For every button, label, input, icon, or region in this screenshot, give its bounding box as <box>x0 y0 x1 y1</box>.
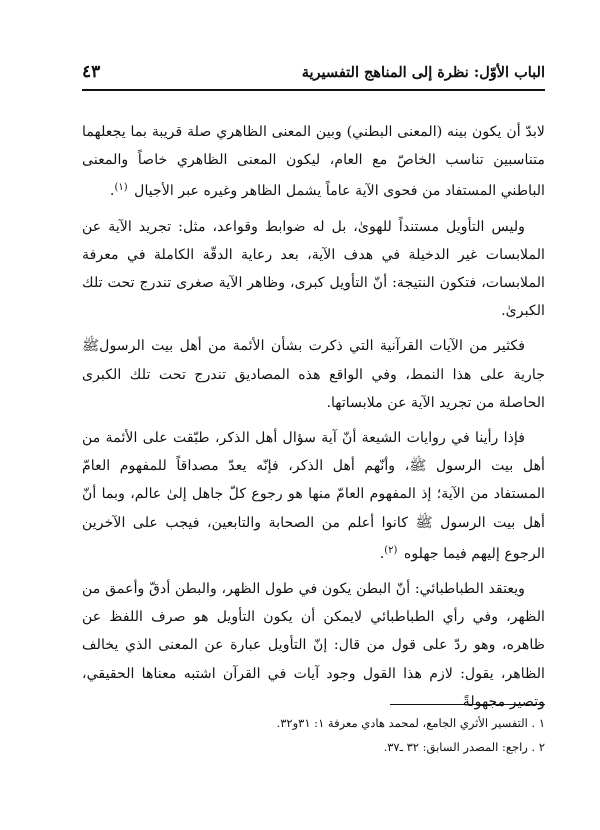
footnote-separator <box>390 704 545 705</box>
paragraph: فإذا رأينا في روايات الشيعة أنّ آية سؤال أهل الذكر، طبّقت على الأئمة من أهل بيت الرسول ﷺ، وأنّهم أهل الذكر، فإنّه يعدّ مصداقاً للمفهوم العامّ المستفاد من الآية؛ إذ المفهوم العامّ منها هو رجوع كلّ جاهل إلىٰ عالم، وبما أنّ أهل بيت الرسول ﷺ كانوا أعلم من الصحابة والتابعين، فيجب على الآخرين الرجوع إليهم فيما جهلوه $^{(٢)}$. <box>82 430 545 562</box>
footnotes <box>82 711 545 759</box>
paragraph-text: فكثير من الآيات القرآنية التي ذكرت بشأن الأئمة من أهل بيت الرسولﷺ جارية على هذا النمط، وفي الواقع هذه المصاديق تندرج تحت تلك الكبرى الحاصلة من تجريد الآية عن ملابساتها. <box>82 338 545 411</box>
paragraph <box>82 332 545 417</box>
footnote-ref: (١) <box>114 182 128 194</box>
footnote-ref: (٢) <box>384 544 398 556</box>
footnote-marker: ٢ . <box>531 740 545 754</box>
paragraph-text: لابدّ أن يكون بينه (المعنى البطني) وبين المعنى الظاهري صلة قريبة بما يجعلهما متناسبين تناسب الخاصّ مع العام، ليكون المعنى الظاهري خاصاً والمعنى الباطني المستفاد من فحوى الآية عاماً يشمل الظاهر وغيره عبر الأجيال <box>82 124 545 200</box>
paragraph: لابدّ أن يكون بينه (المعنى البطني) وبين المعنى الظاهري صلة قريبة بما يجعلهما متناسبين تناسب الخاصّ مع العام، ليكون المعنى الظاهري خاصاً والمعنى الباطني المستفاد من فحوى الآية عاماً يشمل الظاهر وغيره عبر الأجيال $^{(١)}$. <box>82 124 545 200</box>
paragraph-text: فإذا رأينا في روايات الشيعة أنّ آية سؤال أهل الذكر، طبّقت على الأئمة من أهل بيت الرسول ﷺ، وأنّهم أهل الذكر، فإنّه يعدّ مصداقاً للمفهوم العامّ المستفاد من الآية؛ إذ المفهوم العامّ منها هو رجوع كلّ جاهل إلىٰ عالم، وبما أنّ أهل بيت الرسول ﷺ كانوا أعلم من الصحابة والتابعين، فيجب على الآخرين الرجوع إليهم فيما جهلوه <box>82 430 545 562</box>
footnote-text: التفسير الأثري الجامع، لمحمد هادي معرفة ١: ٣١و٣٢. <box>276 716 528 730</box>
page-header <box>82 58 545 90</box>
paragraph-text: ويعتقد الطباطبائي: أنّ البطن يكون في طول الظهر، والبطن أدقّ وأعمق من الظهر، وفي رأي الطباطبائي لايمكن أن يكون التأويل هو صرف اللفظ عن ظاهره، وهو ردّ على قول من قال: إنّ التأويل عبارة عن المعنى الذي يخالف الظاهر، يقول: لازم هذا القول وجود آيات في القرآن اشتبه معناها الحقيقي، وتصير مجهولةً <box>82 581 545 710</box>
footnote-text: راجع: المصدر السابق: ٣٢ ـ٣٧. <box>383 740 528 754</box>
header-rule <box>82 89 545 91</box>
footnote <box>82 711 545 735</box>
paragraph-text: وليس التأويل مستنداً للهوىٰ، بل له ضوابط وقواعد، مثل: تجريد الآية عن الملابسات غير الدخيلة في هدف الآية، بعد رعاية الدقّة الكاملة في معرفة الملابسات، فتكون النتيجة: أنّ التأويل كبرى، وظاهر الآية صغرى تندرج تحت تلك الكبرىٰ. <box>82 218 545 320</box>
page-number: ٤٣ <box>82 62 101 82</box>
footnote-marker: ١ . <box>531 716 545 730</box>
footnote <box>82 735 545 759</box>
running-title: الباب الأوّل: نظرة إلى المناهج التفسيرية <box>301 64 545 81</box>
paragraph <box>82 575 545 716</box>
main-text <box>82 118 545 723</box>
paragraph <box>82 213 545 326</box>
